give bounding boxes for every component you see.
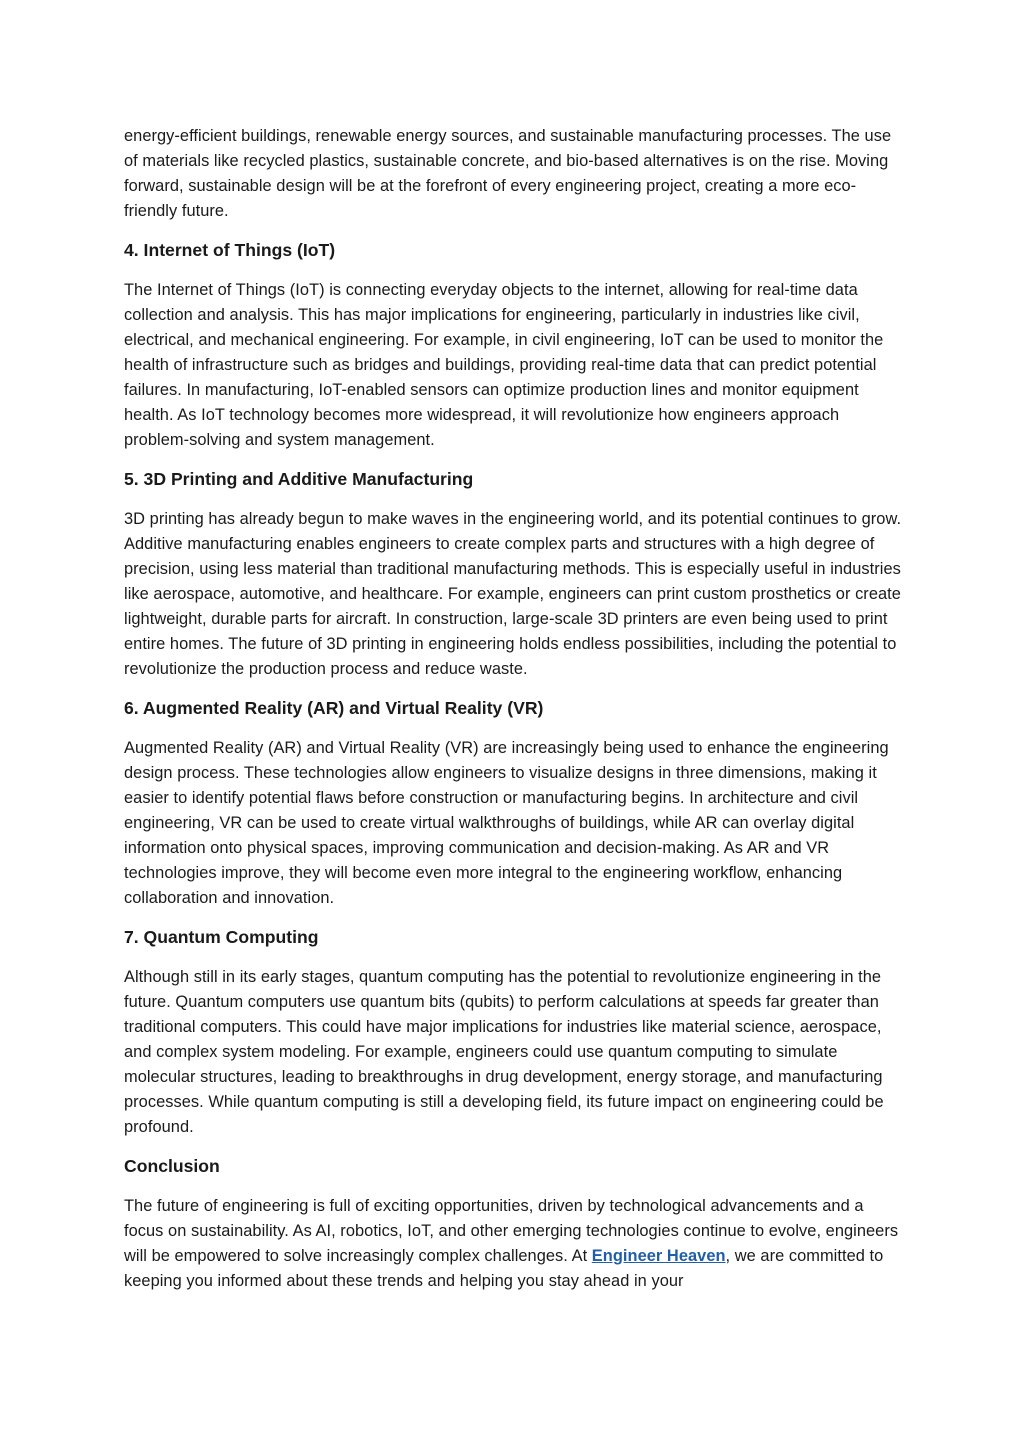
spacer [124,224,904,238]
spacer [124,682,904,696]
section-body-iot: The Internet of Things (IoT) is connecting everyday objects to the internet, allowing for real-time data collection and analysis. This has major implications for engineering, particularly in industries like civil, electrical, and mechanical engineering. For example, in civil engineering, IoT can be used to monitor the health of infrastructure such as bridges and buildings, providing real-time data that can predict potential failures. In manufacturing, IoT-enabled sensors can optimize production lines and monitor equipment health. As IoT technology becomes more widespread, it will revolutionize how engineers approach problem-solving and system management. [124,281,884,449]
intro-paragraph: energy-efficient buildings, renewable energy sources, and sustainable manufacturing processes. The use of materials like recycled plastics, sustainable concrete, and bio-based alternatives is on the rise. Moving forward, sustainable design will be at the forefront of every engineering project, creating a more eco-friendly future. [124,127,892,220]
conclusion-paragraph [124,1194,904,1294]
conclusion-text-after-link: , we are committed to keeping you informed about these trends and helping you stay ahead in your [124,1247,884,1290]
spacer [124,721,904,736]
section-body-3d-printing: 3D printing has already begun to make waves in the engineering world, and its potential continues to grow. Additive manufacturing enables engineers to create complex parts and structures with a high degree of precision, using less material than traditional manufacturing methods. This is especially useful in industries like aerospace, automotive, and healthcare. For example, engineers can print custom prosthetics or create lightweight, durable parts for aircraft. In construction, large-scale 3D printers are even being used to print entire homes. The future of 3D printing in engineering holds endless possibilities, including the potential to revolutionize the production process and reduce waste. [124,510,902,678]
engineer-heaven-link[interactable]: Engineer Heaven [591,1247,726,1265]
section-heading-ar-vr: 6. Augmented Reality (AR) and Virtual Reality (VR) [124,698,544,718]
section-body-ar-vr: Augmented Reality (AR) and Virtual Reality (VR) are increasingly being used to enhance the engineering design process. These technologies allow engineers to visualize designs in three dimensions, making it easier to identify potential flaws before construction or manufacturing begins. In architecture and civil engineering, VR can be used to create virtual walkthroughs of buildings, while AR can overlay digital information onto physical spaces, improving communication and decision-making. As AR and VR technologies improve, they will become even more integral to the engineering workflow, enhancing collaboration and innovation. [124,739,889,907]
spacer [124,950,904,965]
section-heading-3d-printing: 5. 3D Printing and Additive Manufacturing [124,469,474,489]
section-heading-iot: 4. Internet of Things (IoT) [124,240,336,260]
conclusion-heading: Conclusion [124,1156,220,1176]
section-body-quantum: Although still in its early stages, quantum computing has the potential to revolutionize engineering in the future. Quantum computers use quantum bits (qubits) to perform calculations at speeds far greater than traditional computers. This could have major implications for industries like material science, aerospace, and complex system modeling. For example, engineers could use quantum computing to simulate molecular structures, leading to breakthroughs in drug development, energy storage, and manufacturing processes. While quantum computing is still a developing field, its future impact on engineering could be profound. [124,968,884,1136]
document-page [124,124,904,1294]
spacer [124,1179,904,1194]
conclusion-text-before-link: The future of engineering is full of exciting opportunities, driven by technological advancements and a focus on sustainability. As AI, robotics, IoT, and other emerging technologies continue to evolve, engineers will be empowered to solve increasingly complex challenges. At [124,1197,899,1265]
section-heading-quantum: 7. Quantum Computing [124,927,319,947]
spacer [124,453,904,467]
spacer [124,263,904,278]
spacer [124,1140,904,1154]
spacer [124,492,904,507]
spacer [124,911,904,925]
